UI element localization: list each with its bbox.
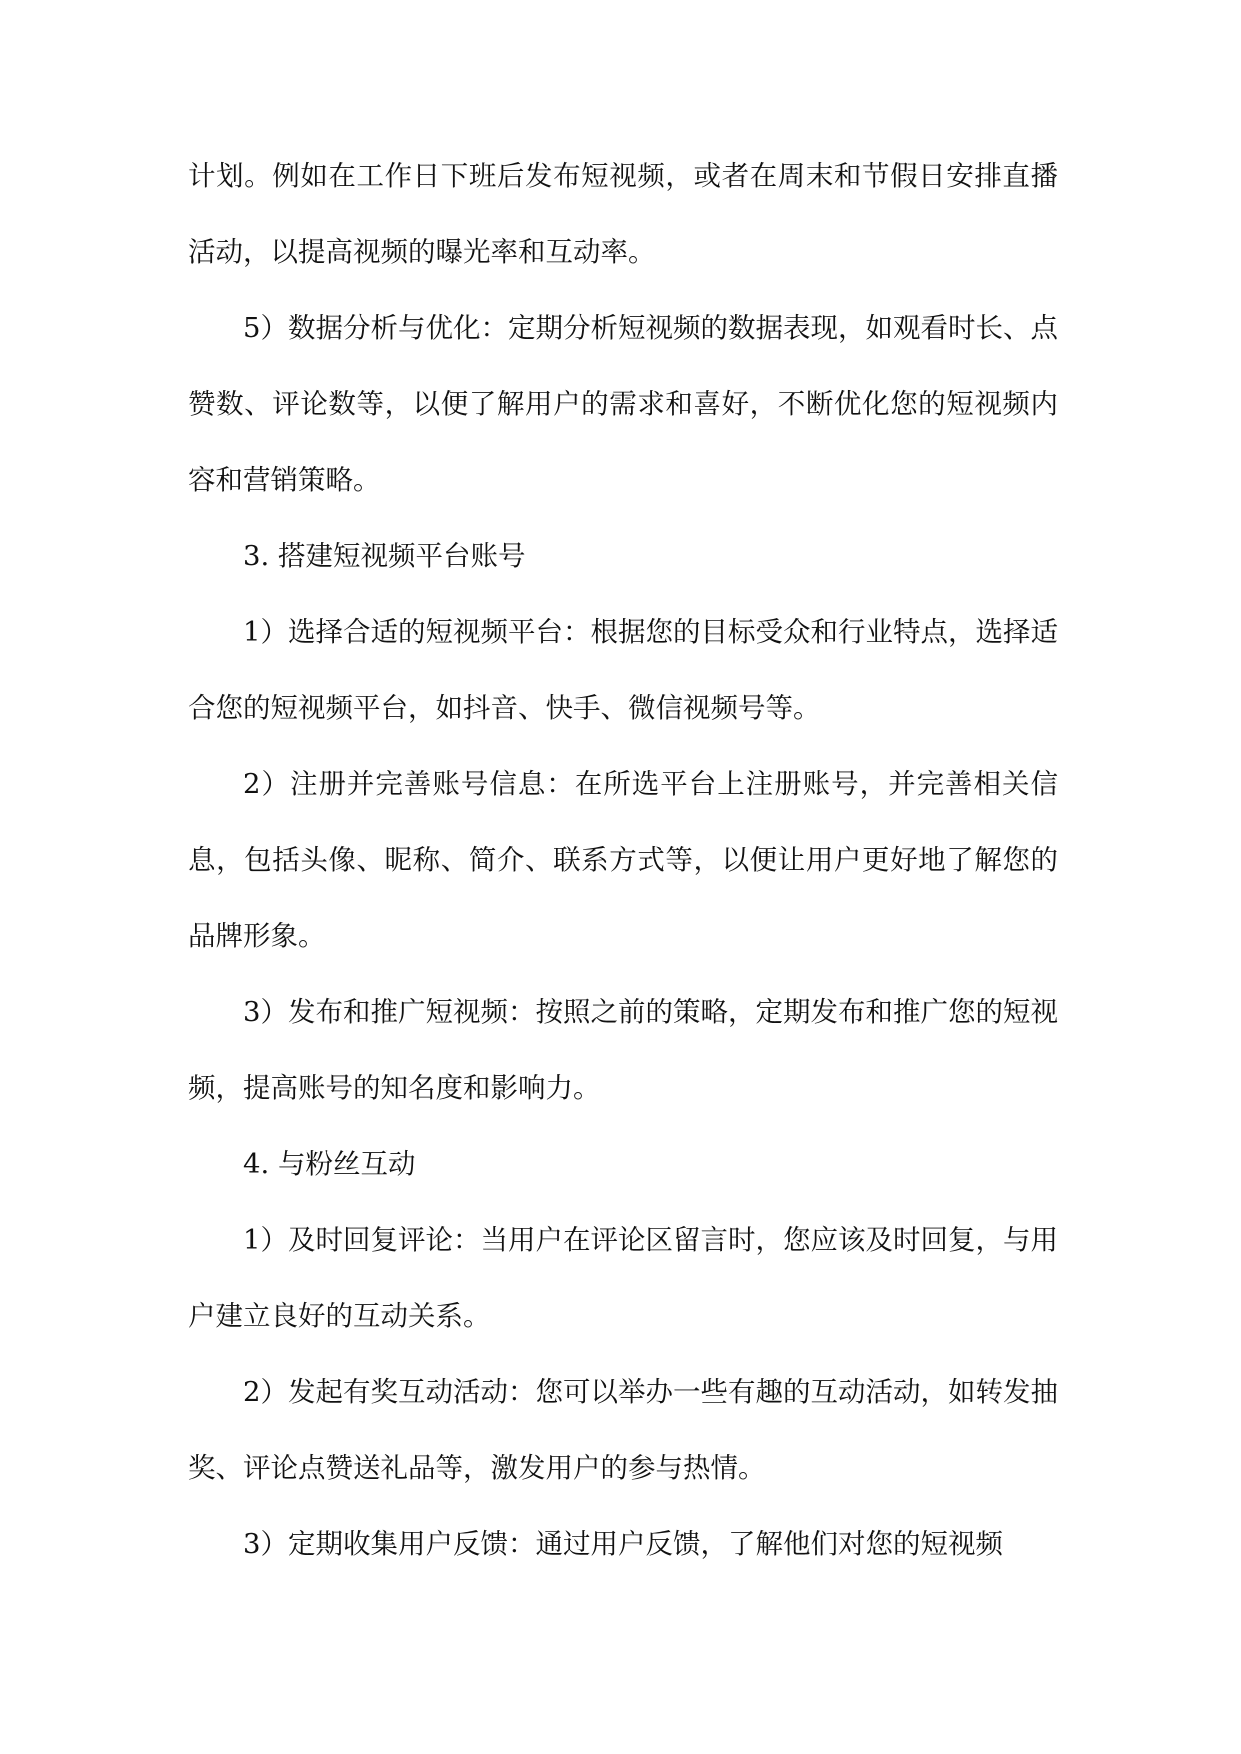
paragraph-choose-platform: 1）选择合适的短视频平台：根据您的目标受众和行业特点，选择适合您的短视频平台，如抖音、快手、微信视频号等。 — [188, 616, 1058, 724]
paragraph-register-account: 2）注册并完善账号信息：在所选平台上注册账号，并完善相关信息，包括头像、昵称、简介、联系方式等，以便让用户更好地了解您的品牌形象。 — [188, 768, 1058, 952]
paragraph-data-analysis: 5）数据分析与优化：定期分析短视频的数据表现，如观看时长、点赞数、评论数等，以便了解用户的需求和喜好，不断优化您的短视频内容和营销策略。 — [188, 312, 1058, 496]
section-heading-platform-account: 3. 搭建短视频平台账号 — [243, 540, 526, 572]
paragraph-publish-promote: 3）发布和推广短视频：按照之前的策略，定期发布和推广您的短视频，提高账号的知名度和影响力。 — [188, 996, 1058, 1104]
paragraph-continuation: 计划。例如在工作日下班后发布短视频，或者在周末和节假日安排直播活动，以提高视频的曝光率和互动率。 — [188, 160, 1058, 268]
paragraph-reward-activities: 2）发起有奖互动活动：您可以举办一些有趣的互动活动，如转发抽奖、评论点赞送礼品等，激发用户的参与热情。 — [188, 1376, 1058, 1484]
paragraph-reply-comments: 1）及时回复评论：当用户在评论区留言时，您应该及时回复，与用户建立良好的互动关系。 — [188, 1224, 1058, 1332]
section-heading-fan-interaction: 4. 与粉丝互动 — [243, 1148, 416, 1180]
paragraph-collect-feedback: 3）定期收集用户反馈：通过用户反馈，了解他们对您的短视频 — [243, 1528, 1003, 1560]
document-body — [188, 138, 1058, 1582]
